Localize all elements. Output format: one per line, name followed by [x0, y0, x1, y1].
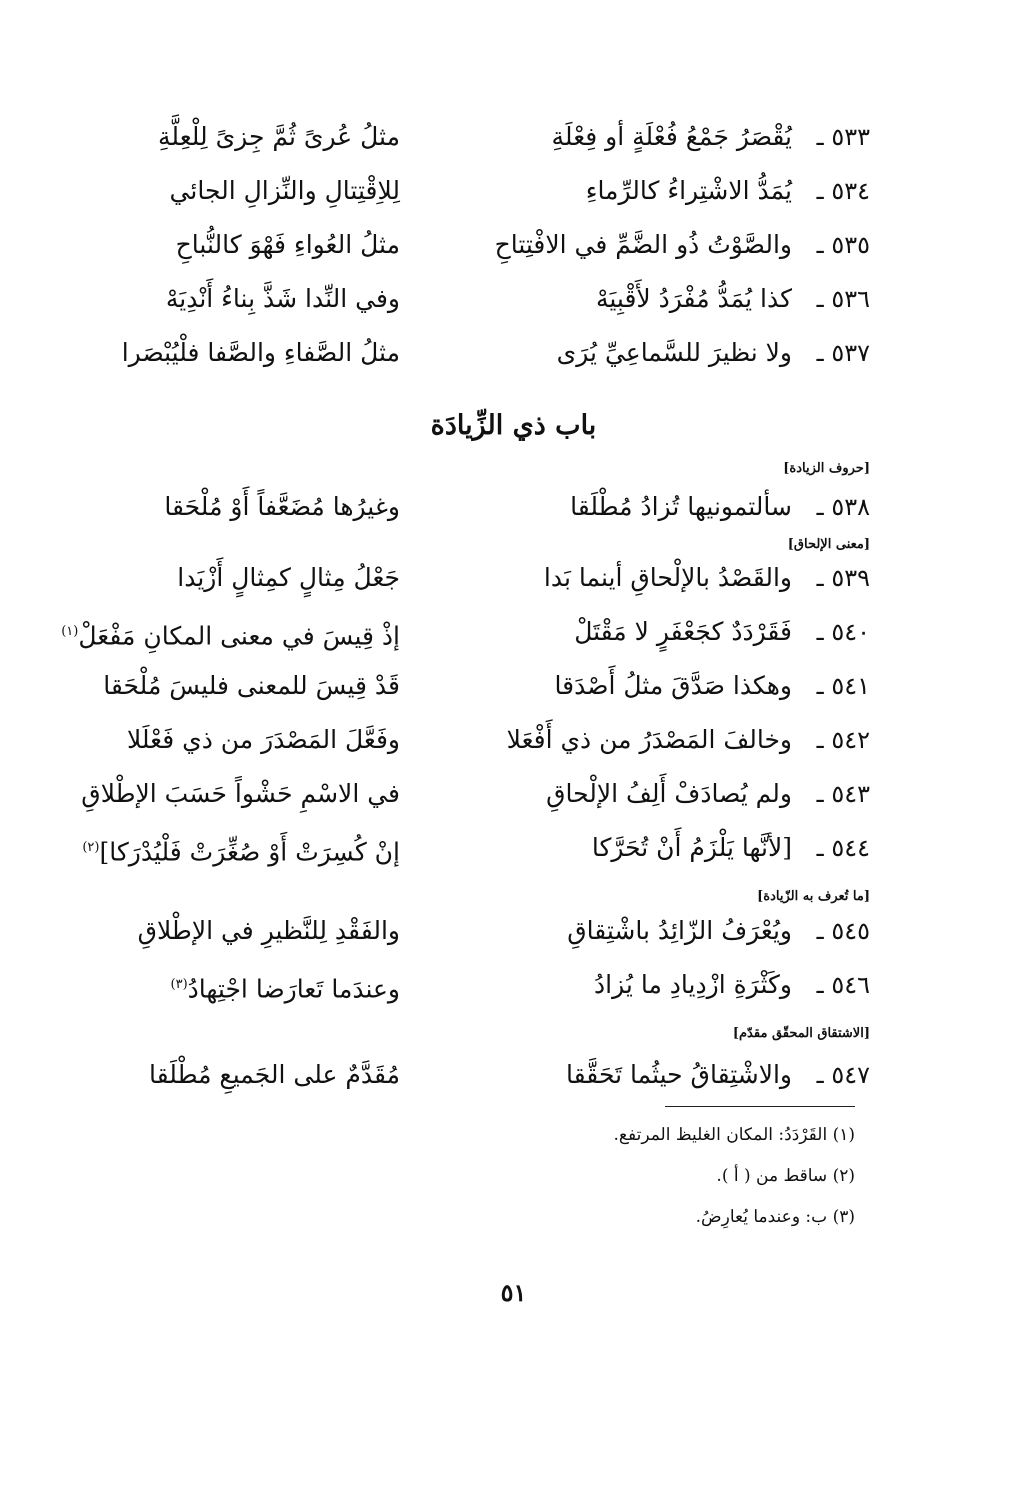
verse-first-hemistich: يُمَدُّ الاشْتِراءُ كالرِّماءِ	[585, 176, 792, 205]
verse-row	[40, 220, 870, 270]
verse-row	[40, 823, 870, 873]
footnote-separator	[665, 1106, 855, 1107]
section-subheading: [الاشتقاق المحقّق مقدّم]	[732, 1026, 870, 1041]
section-subheading: [معنى الإلحاق]	[787, 537, 870, 552]
verse-second-hemistich: والفَقْدِ لِلنَّظيرِ في الإطْلاقِ	[137, 916, 400, 945]
footnote	[500, 1204, 855, 1230]
verse-row	[40, 112, 870, 162]
verse-second-hemistich: جَعْلُ مِثالٍ كمِثالٍ أَزْيَدا	[177, 563, 400, 592]
verse-number: ٥٤٢ ـ	[816, 726, 870, 754]
verse-row	[40, 553, 870, 603]
verse-row	[40, 906, 870, 956]
verse-first-hemistich: كذا يُمَدُّ مُفْرَدُ لأَقْبِيَهْ	[595, 284, 792, 313]
footnote-mark: (٣)	[832, 1207, 855, 1227]
verse-first-hemistich: يُقْصَرُ جَمْعُ فُعْلَةٍ أو فِعْلَةِ	[551, 122, 792, 151]
verse-first-hemistich: سألتمونيها تُزادُ مُطْلَقا	[570, 492, 792, 521]
verse-number: ٥٣٥ ـ	[816, 231, 870, 259]
verse-first-hemistich: وكَثْرَةِ ازْدِيادِ ما يُزادُ	[594, 970, 792, 999]
verse-number: ٥٤٤ ـ	[816, 834, 870, 862]
footnote-marker: (١)	[61, 624, 79, 639]
verse-number: ٥٣٧ ـ	[816, 339, 870, 367]
verse-row	[40, 274, 870, 324]
chapter-title: باب ذي الزِّيادَة	[430, 410, 597, 441]
verse-row	[40, 769, 870, 819]
verse-number: ٥٤٧ ـ	[816, 1061, 870, 1089]
verse-first-hemistich: والاشْتِقاقُ حيثُما تَحَقَّقا	[566, 1060, 792, 1089]
verse-second-hemistich: مثلُ العُواءِ فَهْوَ كالنُّباحِ	[175, 230, 400, 259]
verse-second-hemistich: وفي النِّدا شَذَّ بِناءُ أَنْدِيَهْ	[165, 284, 400, 313]
verse-second-hemistich: وغيرُها مُضَعَّفاً أَوْ مُلْحَقا	[164, 492, 400, 521]
verse-number: ٥٤٦ ـ	[816, 971, 870, 999]
verse-second-hemistich: وفَعَّلَ المَصْدَرَ من ذي فَعْلَلا	[126, 725, 400, 754]
verse-number: ٥٣٦ ـ	[816, 285, 870, 313]
footnote-marker: (٣)	[170, 977, 188, 992]
verse-second-hemistich: مُقَدَّمٌ على الجَميعِ مُطْلَقا	[149, 1060, 400, 1089]
verse-number: ٥٤١ ـ	[816, 672, 870, 700]
footnote-mark: (١)	[832, 1125, 855, 1145]
footnote-marker: (٢)	[82, 840, 100, 855]
verse-first-hemistich: ولم يُصادَفْ أَلِفُ الإلْحاقِ	[546, 779, 792, 808]
verse-number: ٥٤٣ ـ	[816, 780, 870, 808]
footnote-text: ساقط من ( أ ).	[716, 1166, 828, 1186]
footnote-text: القَرْدَدُ: المكان الغليظ المرتفع.	[613, 1125, 828, 1145]
verse-second-hemistich	[40, 607, 400, 661]
verse-number: ٥٤٥ ـ	[816, 917, 870, 945]
verse-number: ٥٣٨ ـ	[816, 493, 870, 521]
verse-row	[40, 715, 870, 765]
verse-number: ٥٤٠ ـ	[816, 618, 870, 646]
verse-second-hemistich: مثلُ الصَّفاءِ والصَّفا فلْيُبْصَرا	[121, 338, 400, 367]
hemistich-text: إنْ كُسِرَتْ أَوْ صُغِّرَتْ فَلْيُدْرَكا]	[99, 837, 400, 867]
verse-first-hemistich: وهكذا صَدَّقَ مثلُ أَصْدَقا	[554, 671, 792, 700]
verse-second-hemistich: مثلُ عُرىً ثُمَّ جِزىً لِلْعِلَّةِ	[158, 122, 400, 151]
hemistich-text: إذْ قِيسَ في معنى المكانِ مَفْعَلْ	[78, 621, 400, 651]
verse-second-hemistich: قَدْ قِيسَ للمعنى فليسَ مُلْحَقا	[103, 671, 400, 700]
footnote	[500, 1163, 855, 1189]
verse-first-hemistich: والصَّوْتُ ذُو الضَّمِّ في الافْتِتاحِ	[494, 230, 792, 259]
footnote	[500, 1122, 855, 1148]
footnote-text: ب: وعندما يُعارِضُ.	[695, 1207, 828, 1227]
verse-number: ٥٣٤ ـ	[816, 177, 870, 205]
hemistich-text: وعندَما تَعارَضا اجْتِهادُ	[187, 974, 400, 1004]
verse-row	[40, 661, 870, 711]
verse-first-hemistich: ويُعْرَفُ الزّائِدُ باشْتِقاقِ	[567, 916, 792, 945]
verse-number: ٥٣٩ ـ	[816, 564, 870, 592]
verse-first-hemistich: فَقَرْدَدٌ كجَعْفَرٍ لا مَقْتَلْ	[574, 617, 792, 646]
verse-second-hemistich	[40, 823, 400, 877]
footnote-mark: (٢)	[832, 1166, 855, 1186]
verse-row	[40, 607, 870, 657]
verse-second-hemistich: في الاسْمِ حَشْواً حَسَبَ الإطْلاقِ	[81, 779, 400, 808]
section-subheading: [حروف الزيادة]	[783, 461, 870, 476]
verse-second-hemistich: لِلاِقْتِتالِ والنِّزالِ الجائي	[169, 176, 400, 205]
verse-row	[40, 166, 870, 216]
section-subheading: [ما تُعرف به الزّيادة]	[757, 889, 870, 904]
verse-first-hemistich: وخالفَ المَصْدَرُ من ذي أَفْعَلا	[506, 725, 792, 754]
verse-number: ٥٣٣ ـ	[816, 123, 870, 151]
verse-first-hemistich: ولا نظيرَ للسَّماعِيِّ يُرَى	[556, 338, 792, 367]
verse-second-hemistich	[40, 960, 400, 1014]
verse-row	[40, 328, 870, 378]
verse-row	[40, 960, 870, 1010]
page-number: ٥١	[500, 1278, 527, 1307]
verse-row	[40, 1050, 870, 1100]
verse-row	[40, 482, 870, 532]
verse-first-hemistich: [لأنَّها يَلْزَمُ أَنْ تُحَرَّكا	[591, 833, 792, 862]
verse-first-hemistich: والقَصْدُ بالإلْحاقِ أينما بَدا	[543, 563, 792, 592]
